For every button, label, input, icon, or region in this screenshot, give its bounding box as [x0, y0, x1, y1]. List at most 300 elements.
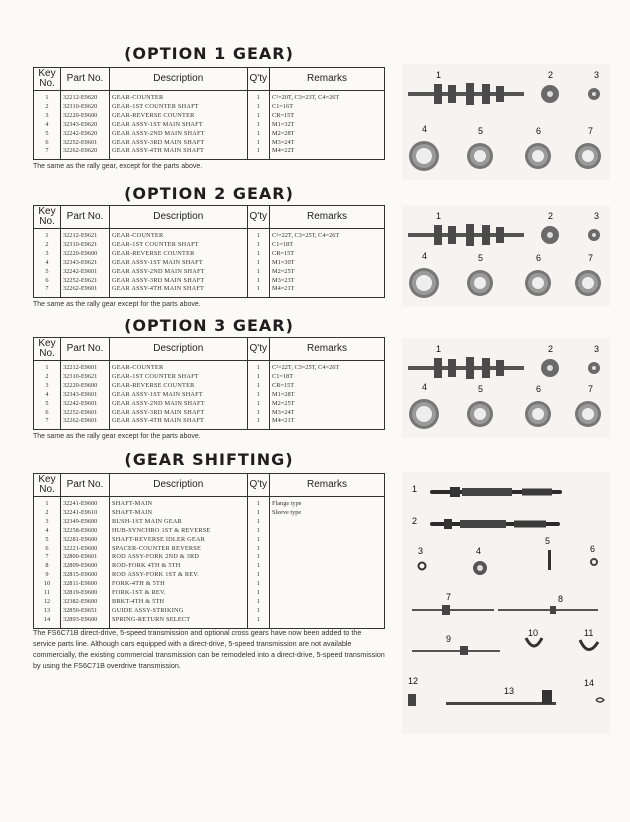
qty-cell: 1 — [247, 553, 269, 562]
description-cell: GEAR-REVERSE COUNTER — [110, 250, 248, 259]
col-part: Part No. — [61, 474, 110, 497]
remarks-cell — [270, 571, 385, 580]
description-cell: GEAR ASSY-1ST MAIN SHAFT — [110, 391, 248, 400]
description-cell: BRKT-4TH & 5TH — [110, 598, 248, 607]
key-cell: 1 — [34, 497, 61, 509]
key-cell: 10 — [34, 580, 61, 589]
qty-cell: 1 — [247, 241, 269, 250]
table-row — [34, 509, 385, 518]
qty-cell: 1 — [247, 361, 269, 373]
option3-table — [33, 337, 385, 430]
key-cell: 5 — [34, 268, 61, 277]
description-cell: SPRING-RETURN SELECT — [110, 616, 248, 628]
bracket-icon — [408, 694, 416, 706]
description-cell: GEAR ASSY-3RD MAIN SHAFT — [110, 139, 248, 148]
counter-gear-icon — [482, 84, 490, 104]
description-cell: GEAR ASSY-3RD MAIN SHAFT — [110, 277, 248, 286]
key-cell: 4 — [34, 527, 61, 536]
hub-synchro-icon — [473, 561, 487, 575]
description-cell: GEAR ASSY-2ND MAIN SHAFT — [110, 130, 248, 139]
main-shaft-sleeve-icon — [430, 519, 560, 529]
qty-cell: 1 — [247, 536, 269, 545]
part-no-cell: 32220-E9600 — [61, 382, 110, 391]
shifting-table — [33, 473, 385, 629]
option3-section — [33, 316, 385, 440]
part-no-cell: 32252-E9601 — [61, 139, 110, 148]
photo-label: 10 — [528, 628, 539, 638]
qty-cell: 1 — [247, 91, 269, 103]
option3-note: The same as the rally gear except for the parts above. — [33, 433, 201, 441]
remarks-cell: M3=24T — [270, 139, 385, 148]
photo-label: 6 — [536, 384, 542, 394]
remarks-cell: C²=22T, C3=25T, C4=26T — [270, 361, 385, 373]
fork-rod-1st-rev-icon — [412, 646, 500, 655]
col-desc: Description — [110, 68, 248, 91]
photo-label: 5 — [478, 126, 484, 136]
fork-4th-5th-icon — [526, 638, 542, 646]
key-cell: 4 — [34, 121, 61, 130]
remarks-cell: M1=28T — [270, 391, 385, 400]
qty-cell: 1 — [247, 268, 269, 277]
table-row — [34, 598, 385, 607]
part-no-cell: 32252-E9601 — [61, 409, 110, 418]
key-cell: 3 — [34, 250, 61, 259]
option1-gear-photo — [402, 64, 610, 180]
key-cell: 12 — [34, 598, 61, 607]
qty-cell: 1 — [247, 112, 269, 121]
photo-label: 1 — [436, 211, 442, 221]
option2-section — [33, 184, 385, 308]
key-cell: 5 — [34, 536, 61, 545]
table-row — [34, 391, 385, 400]
counter-gear-icon — [496, 227, 504, 243]
remarks-cell: M2=25T — [270, 400, 385, 409]
remarks-cell: Flange type — [270, 497, 385, 509]
key-cell: 1 — [34, 91, 61, 103]
qty-cell: 1 — [247, 373, 269, 382]
table-row — [34, 121, 385, 130]
option1-rows — [34, 91, 385, 160]
qty-cell: 1 — [247, 527, 269, 536]
option2-gear-photo — [402, 205, 610, 307]
remarks-cell: C1=18T — [270, 373, 385, 382]
description-cell: GEAR ASSY-1ST MAIN SHAFT — [110, 259, 248, 268]
photo-label: 1 — [436, 344, 442, 354]
fork-rod-4th-5th-icon — [498, 606, 598, 614]
photo-label: 2 — [548, 211, 554, 221]
key-cell: 11 — [34, 589, 61, 598]
table-row — [34, 580, 385, 589]
part-no-cell: 32220-E9600 — [61, 112, 110, 121]
photo-label: 7 — [446, 592, 452, 602]
qty-cell: 1 — [247, 409, 269, 418]
remarks-cell: C1=18T — [270, 241, 385, 250]
shifting-parts-photo — [402, 472, 610, 734]
photo-label: 12 — [408, 676, 419, 686]
description-cell: GEAR-1ST COUNTER SHAFT — [110, 373, 248, 382]
photo-label: 2 — [548, 70, 554, 80]
table-row — [34, 497, 385, 509]
table-row — [34, 417, 385, 429]
fork-1st-rev-icon — [580, 640, 598, 650]
table-row — [34, 259, 385, 268]
photo-label: 4 — [422, 251, 428, 261]
col-part: Part No. — [61, 338, 110, 361]
part-no-cell: 32258-E9600 — [61, 527, 110, 536]
description-cell: GEAR ASSY-2ND MAIN SHAFT — [110, 268, 248, 277]
key-cell: 6 — [34, 545, 61, 554]
gear-set-drawing — [402, 64, 610, 180]
table-header — [34, 206, 385, 229]
part-no-cell: 32310-E9621 — [61, 373, 110, 382]
part-no-cell: 32242-E9601 — [61, 400, 110, 409]
qty-cell: 1 — [247, 391, 269, 400]
col-qty: Q'ty — [247, 206, 269, 229]
table-row — [34, 285, 385, 297]
option2-rows — [34, 229, 385, 298]
remarks-cell: Sleeve type — [270, 509, 385, 518]
col-desc: Description — [110, 338, 248, 361]
qty-cell: 1 — [247, 616, 269, 628]
key-cell: 1 — [34, 361, 61, 373]
table-row — [34, 527, 385, 536]
photo-label: 8 — [558, 594, 564, 604]
counter-gear-icon — [434, 84, 442, 104]
col-qty: Q'ty — [247, 338, 269, 361]
remarks-cell — [270, 527, 385, 536]
table-row — [34, 250, 385, 259]
reverse-idler-shaft-icon — [548, 550, 551, 570]
description-cell: GEAR ASSY-4TH MAIN SHAFT — [110, 285, 248, 297]
counter-gear-icon — [466, 83, 474, 105]
description-cell: GEAR ASSY-4TH MAIN SHAFT — [110, 417, 248, 429]
key-cell: 3 — [34, 382, 61, 391]
part-no-cell: 32809-E9600 — [61, 562, 110, 571]
counter-gear-icon — [448, 85, 456, 103]
table-row — [34, 139, 385, 148]
qty-cell: 1 — [247, 417, 269, 429]
qty-cell: 1 — [247, 509, 269, 518]
description-cell: GEAR-REVERSE COUNTER — [110, 382, 248, 391]
description-cell: HUB-SYNCHRO 1ST & REVERSE — [110, 527, 248, 536]
col-key: Key No. — [34, 206, 61, 229]
footer-paragraph: The FS6C71B direct-drive, 5-speed transmission and optional cross gears have now been added to the service parts line. Although cars equipped with a direct-drive, 5-speed transmission are not available commercially, the existing commercial transmission can be remodeled into a direct-drive, 5-speed transmission by using the FS6C71B overdrive transmission. — [33, 628, 385, 670]
key-cell: 6 — [34, 277, 61, 286]
table-row — [34, 112, 385, 121]
part-no-cell: 32242-E9620 — [61, 130, 110, 139]
part-no-cell: 32262-E9601 — [61, 417, 110, 429]
description-cell: ROD-FORK 4TH & 5TH — [110, 562, 248, 571]
part-no-cell: 32281-E9600 — [61, 536, 110, 545]
part-no-cell: 32349-E9600 — [61, 518, 110, 527]
table-row — [34, 382, 385, 391]
description-cell: GEAR ASSY-1ST MAIN SHAFT — [110, 121, 248, 130]
qty-cell: 1 — [247, 277, 269, 286]
remarks-cell — [270, 545, 385, 554]
option2-title: (OPTION 2 GEAR) — [124, 184, 294, 203]
remarks-cell: M4=22T — [270, 147, 385, 159]
option2-table — [33, 205, 385, 298]
table-header — [34, 338, 385, 361]
photo-label: 6 — [536, 253, 542, 263]
option1-title: (OPTION 1 GEAR) — [124, 44, 294, 63]
photo-label: 5 — [545, 536, 551, 546]
remarks-cell: M2=28T — [270, 130, 385, 139]
part-no-cell: 32819-E9600 — [61, 589, 110, 598]
description-cell: ROD ASSY-FORK 1ST & REV. — [110, 571, 248, 580]
qty-cell: 1 — [247, 400, 269, 409]
remarks-cell: CR=15T — [270, 250, 385, 259]
table-row — [34, 130, 385, 139]
photo-label: 3 — [594, 211, 600, 221]
qty-cell: 1 — [247, 130, 269, 139]
key-cell: 8 — [34, 562, 61, 571]
photo-label: 4 — [476, 546, 482, 556]
option2-note: The same as the rally gear except for the parts above. — [33, 301, 201, 309]
remarks-cell: CR=15T — [270, 112, 385, 121]
remarks-cell: M4=21T — [270, 285, 385, 297]
table-row — [34, 545, 385, 554]
key-cell: 2 — [34, 103, 61, 112]
table-header — [34, 68, 385, 91]
qty-cell: 1 — [247, 285, 269, 297]
table-row — [34, 373, 385, 382]
description-cell: SHAFT-REVERSE IDLER GEAR — [110, 536, 248, 545]
option3-rows — [34, 361, 385, 430]
photo-label: 5 — [478, 253, 484, 263]
shifting-title: (GEAR SHIFTING) — [124, 450, 294, 469]
col-key: Key No. — [34, 68, 61, 91]
remarks-cell: C1=16T — [270, 103, 385, 112]
counter-gear-icon — [482, 225, 490, 245]
remarks-cell: C²=20T, C3=23T, C4=26T — [270, 91, 385, 103]
photo-label: 2 — [548, 344, 554, 354]
qty-cell: 1 — [247, 589, 269, 598]
table-row — [34, 553, 385, 562]
counter-gear-icon — [448, 226, 456, 244]
part-no-cell: 32262-E9601 — [61, 285, 110, 297]
qty-cell: 1 — [247, 259, 269, 268]
qty-cell: 1 — [247, 229, 269, 241]
photo-label: 14 — [584, 678, 595, 688]
counter-gear-icon — [496, 86, 504, 102]
col-key: Key No. — [34, 338, 61, 361]
photo-label: 6 — [536, 126, 542, 136]
table-header — [34, 474, 385, 497]
qty-cell: 1 — [247, 382, 269, 391]
option1-section — [33, 44, 385, 170]
spacer-icon — [591, 559, 597, 565]
key-cell: 2 — [34, 373, 61, 382]
photo-label: 5 — [478, 384, 484, 394]
shifting-rows — [34, 497, 385, 629]
photo-label: 1 — [436, 70, 442, 80]
part-no-cell: 32212-E9620 — [61, 91, 110, 103]
table-row — [34, 409, 385, 418]
striking-guide-icon — [446, 690, 556, 705]
qty-cell: 1 — [247, 607, 269, 616]
part-no-cell: 32310-E9620 — [61, 103, 110, 112]
table-row — [34, 607, 385, 616]
key-cell: 7 — [34, 553, 61, 562]
part-no-cell: 32310-E9621 — [61, 241, 110, 250]
remarks-cell — [270, 598, 385, 607]
gear-set-drawing — [402, 338, 610, 438]
remarks-cell — [270, 553, 385, 562]
key-cell: 1 — [34, 229, 61, 241]
main-shaft-flange-icon — [430, 487, 562, 497]
description-cell: FORK-4TH & 5TH — [110, 580, 248, 589]
photo-label: 6 — [590, 544, 596, 554]
option1-note: The same as the rally gear, except for the parts above. — [33, 163, 203, 171]
qty-cell: 1 — [247, 103, 269, 112]
table-row — [34, 277, 385, 286]
remarks-cell — [270, 589, 385, 598]
photo-label: 9 — [446, 634, 452, 644]
part-no-cell: 32212-E9601 — [61, 361, 110, 373]
col-remarks: Remarks — [270, 338, 385, 361]
col-part: Part No. — [61, 206, 110, 229]
part-no-cell: 32850-E9651 — [61, 607, 110, 616]
counter-gear-icon — [466, 357, 474, 379]
col-remarks: Remarks — [270, 68, 385, 91]
qty-cell: 1 — [247, 121, 269, 130]
col-desc: Description — [110, 206, 248, 229]
col-remarks: Remarks — [270, 206, 385, 229]
remarks-cell: CR=15T — [270, 382, 385, 391]
counter-gear-icon — [466, 224, 474, 246]
qty-cell: 1 — [247, 598, 269, 607]
description-cell: GEAR ASSY-3RD MAIN SHAFT — [110, 409, 248, 418]
bush-icon — [419, 563, 426, 570]
col-qty: Q'ty — [247, 68, 269, 91]
col-remarks: Remarks — [270, 474, 385, 497]
remarks-cell: M3=23T — [270, 277, 385, 286]
table-row — [34, 91, 385, 103]
description-cell: GEAR-REVERSE COUNTER — [110, 112, 248, 121]
col-key: Key No. — [34, 474, 61, 497]
description-cell: GEAR ASSY-2ND MAIN SHAFT — [110, 400, 248, 409]
photo-label: 7 — [588, 126, 594, 136]
qty-cell: 1 — [247, 580, 269, 589]
qty-cell: 1 — [247, 139, 269, 148]
part-no-cell: 32811-E9600 — [61, 580, 110, 589]
key-cell: 14 — [34, 616, 61, 628]
description-cell: GUIDE ASSY-STRIKING — [110, 607, 248, 616]
counter-gear-icon — [434, 358, 442, 378]
key-cell: 6 — [34, 409, 61, 418]
part-no-cell: 32343-E9620 — [61, 121, 110, 130]
photo-label: 3 — [418, 546, 424, 556]
part-no-cell: 32241-E9600 — [61, 497, 110, 509]
part-no-cell: 32262-E9620 — [61, 147, 110, 159]
table-row — [34, 229, 385, 241]
qty-cell: 1 — [247, 497, 269, 509]
description-cell: GEAR-COUNTER — [110, 91, 248, 103]
description-cell: GEAR-COUNTER — [110, 361, 248, 373]
photo-label: 7 — [588, 253, 594, 263]
qty-cell: 1 — [247, 518, 269, 527]
description-cell: FORK-1ST & REV. — [110, 589, 248, 598]
part-no-cell: 32800-E9601 — [61, 553, 110, 562]
photo-label: 3 — [594, 70, 600, 80]
key-cell: 7 — [34, 417, 61, 429]
return-spring-icon — [596, 698, 604, 702]
option3-gear-photo — [402, 338, 610, 438]
counter-gear-icon — [482, 358, 490, 378]
description-cell: BUSH-1ST MAIN GEAR — [110, 518, 248, 527]
key-cell: 3 — [34, 112, 61, 121]
col-qty: Q'ty — [247, 474, 269, 497]
key-cell: 6 — [34, 139, 61, 148]
shifting-section — [33, 450, 385, 629]
table-row — [34, 536, 385, 545]
gear-set-drawing — [402, 205, 610, 307]
description-cell: ROD ASSY-FORK 2ND & 3RD — [110, 553, 248, 562]
table-row — [34, 361, 385, 373]
remarks-cell — [270, 562, 385, 571]
remarks-cell — [270, 607, 385, 616]
photo-label: 4 — [422, 124, 428, 134]
part-no-cell: 32893-E9600 — [61, 616, 110, 628]
description-cell: SHAFT-MAIN — [110, 497, 248, 509]
table-row — [34, 147, 385, 159]
key-cell: 7 — [34, 285, 61, 297]
part-no-cell: 32220-E9600 — [61, 250, 110, 259]
photo-label: 4 — [422, 382, 428, 392]
col-part: Part No. — [61, 68, 110, 91]
key-cell: 2 — [34, 241, 61, 250]
photo-label: 11 — [584, 628, 594, 638]
qty-cell: 1 — [247, 562, 269, 571]
table-row — [34, 571, 385, 580]
remarks-cell: M3=24T — [270, 409, 385, 418]
remarks-cell: M4=21T — [270, 417, 385, 429]
description-cell: GEAR ASSY-4TH MAIN SHAFT — [110, 147, 248, 159]
col-desc: Description — [110, 474, 248, 497]
description-cell: GEAR-1ST COUNTER SHAFT — [110, 241, 248, 250]
remarks-cell: M1=32T — [270, 121, 385, 130]
part-no-cell: 32343-E9601 — [61, 391, 110, 400]
remarks-cell: M2=25T — [270, 268, 385, 277]
key-cell: 3 — [34, 518, 61, 527]
table-row — [34, 103, 385, 112]
key-cell: 13 — [34, 607, 61, 616]
remarks-cell: C²=22T, C3=25T, C4=26T — [270, 229, 385, 241]
qty-cell: 1 — [247, 147, 269, 159]
part-no-cell: 32212-E9621 — [61, 229, 110, 241]
part-no-cell: 32382-E9600 — [61, 598, 110, 607]
remarks-cell — [270, 536, 385, 545]
photo-label: 7 — [588, 384, 594, 394]
table-row — [34, 589, 385, 598]
qty-cell: 1 — [247, 250, 269, 259]
key-cell: 4 — [34, 391, 61, 400]
description-cell: SHAFT-MAIN — [110, 509, 248, 518]
option3-title: (OPTION 3 GEAR) — [124, 316, 294, 335]
key-cell: 7 — [34, 147, 61, 159]
description-cell: GEAR-COUNTER — [110, 229, 248, 241]
key-cell: 4 — [34, 259, 61, 268]
photo-label: 13 — [504, 686, 515, 696]
counter-gear-icon — [496, 360, 504, 376]
counter-gear-icon — [434, 225, 442, 245]
remarks-cell: M1=30T — [270, 259, 385, 268]
part-no-cell: 32343-E9621 — [61, 259, 110, 268]
description-cell: SPACER-COUNTER REVERSE — [110, 545, 248, 554]
option1-table — [33, 67, 385, 160]
part-no-cell: 32242-E9601 — [61, 268, 110, 277]
